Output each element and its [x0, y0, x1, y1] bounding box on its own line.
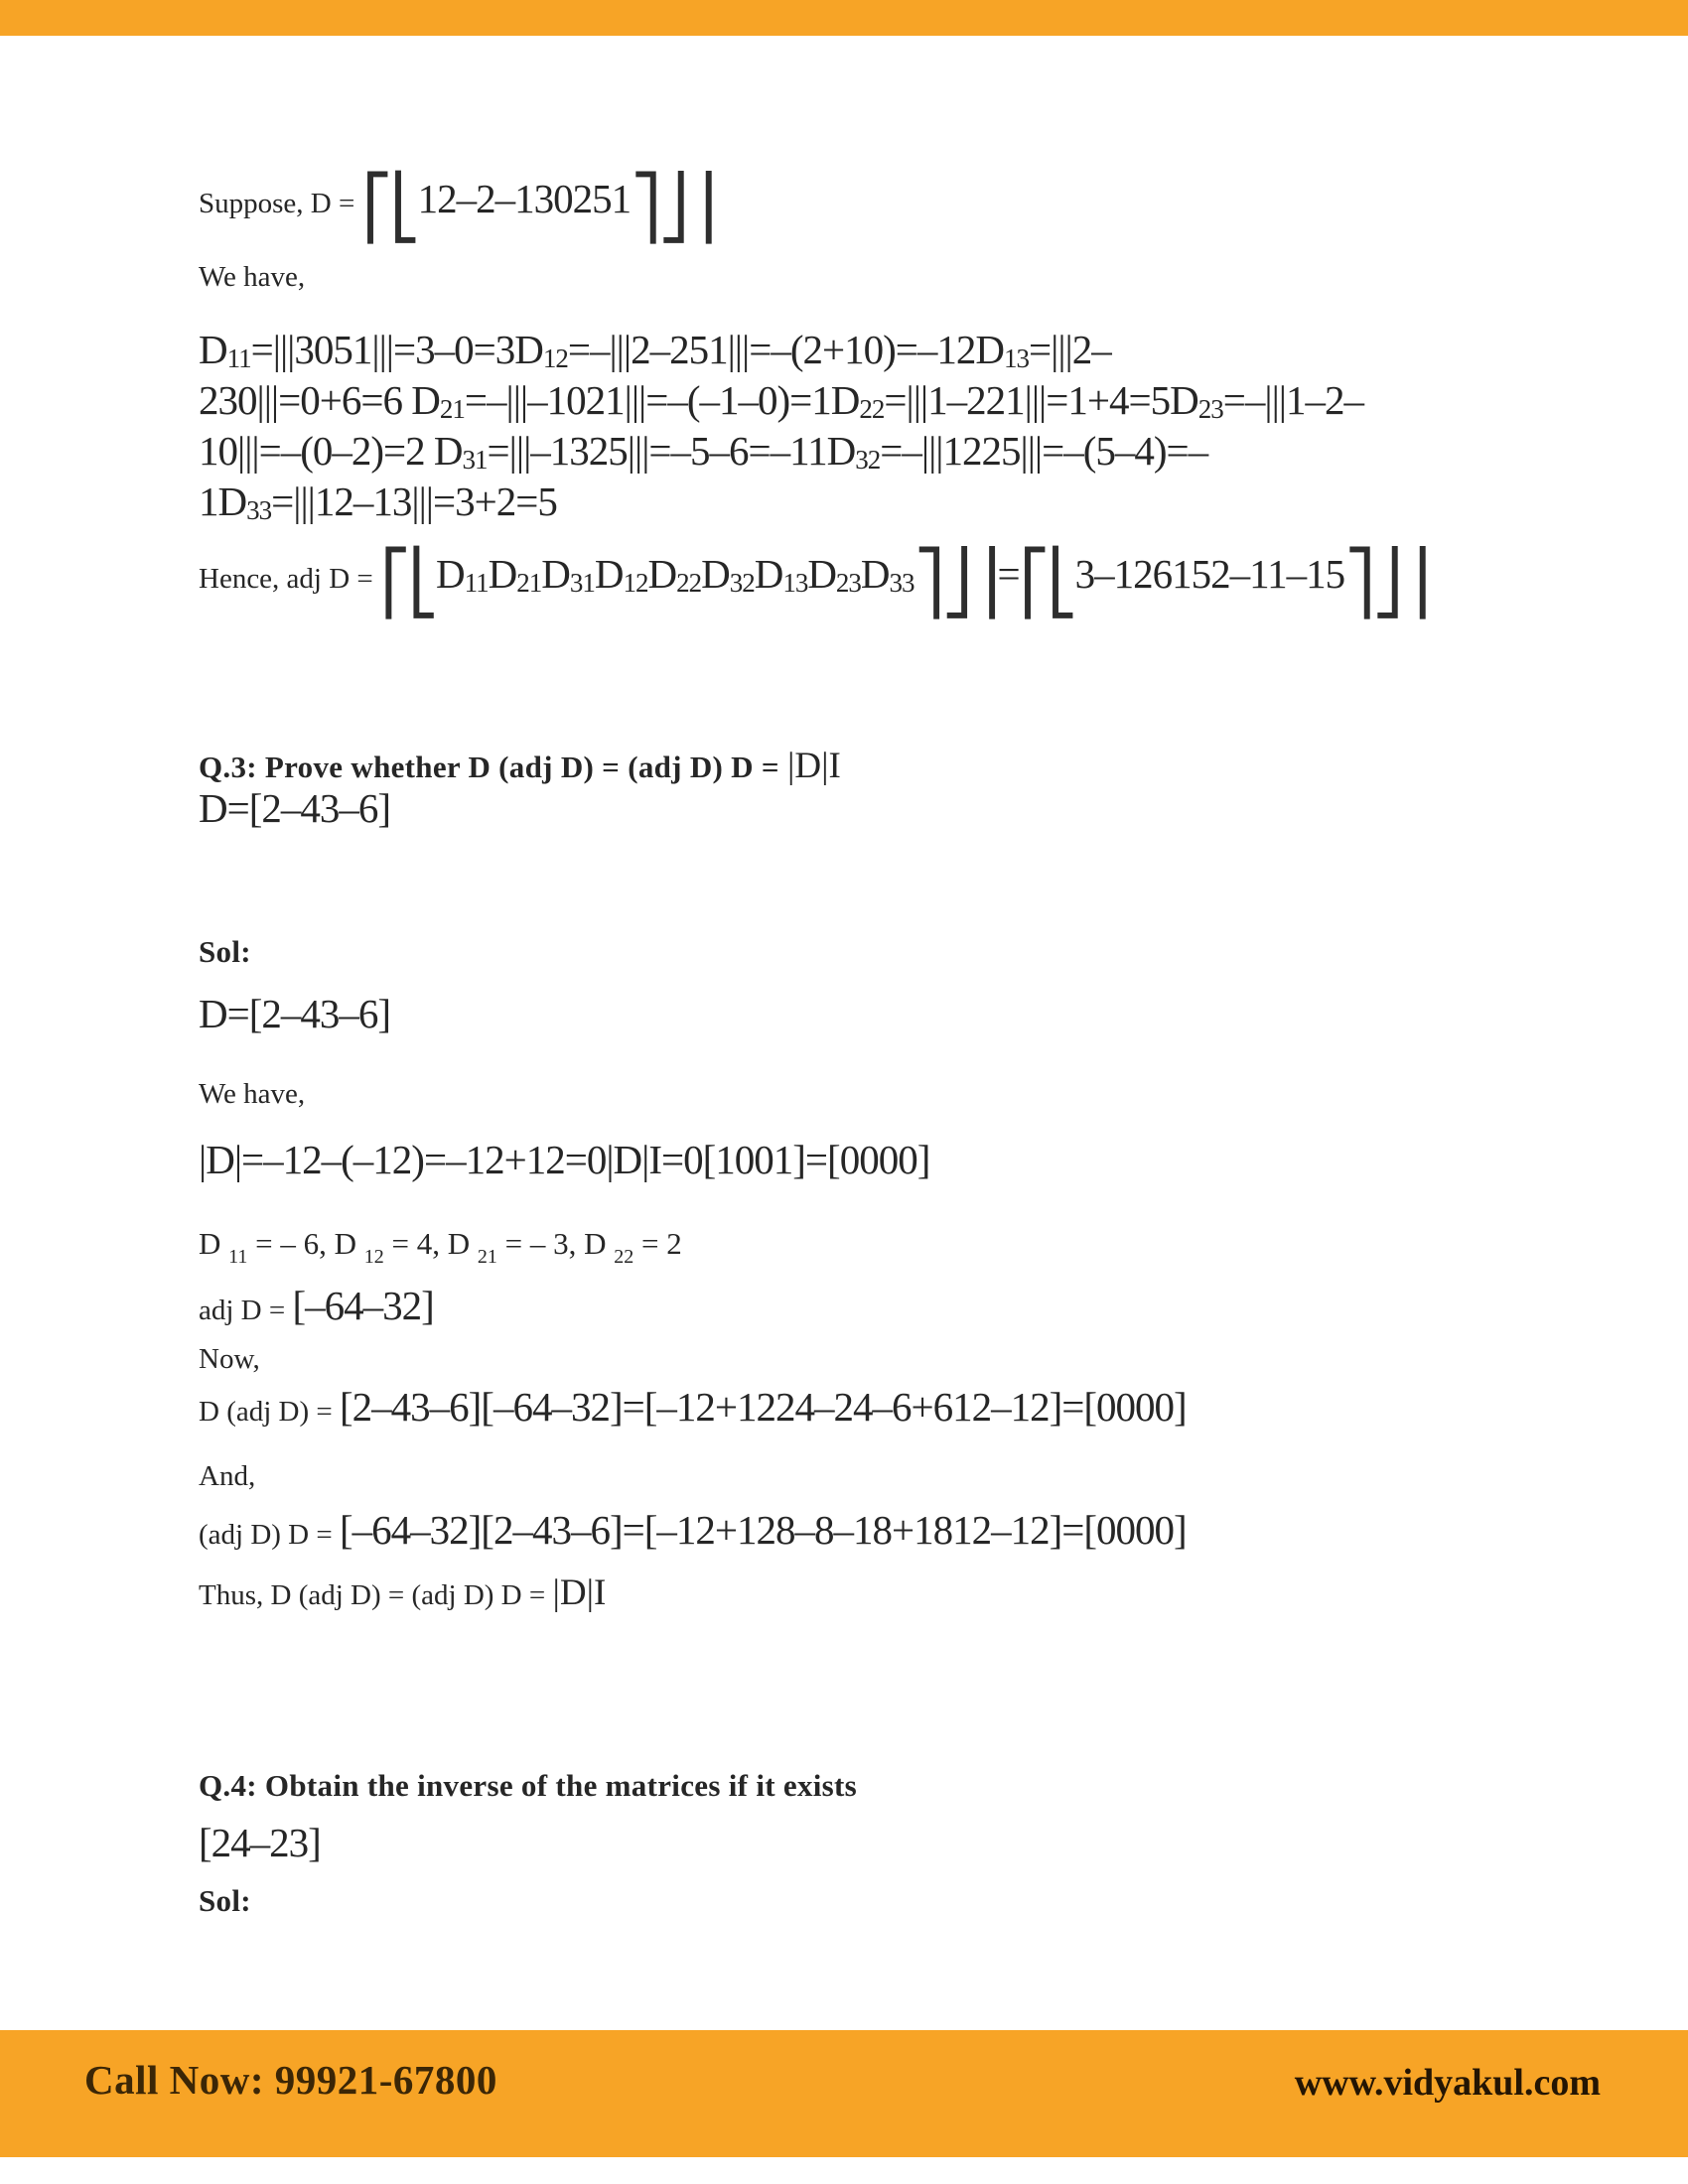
determinant-line: [199, 1138, 929, 1182]
text-segment: 22: [614, 1246, 634, 1268]
text-segment: 3–126152–11–15: [1074, 551, 1345, 597]
text-segment: 12: [623, 568, 648, 598]
text-segment: D (adj D) =: [199, 1396, 340, 1428]
text-segment: D: [754, 551, 783, 597]
text-segment: 11: [228, 1246, 248, 1268]
text-segment: = – 3, D: [496, 1226, 615, 1261]
text-segment: 22: [676, 568, 702, 598]
text-segment: =|||2–: [1029, 327, 1111, 372]
text-segment: Thus, D (adj D) = (adj D) D =: [199, 1579, 553, 1611]
text-segment: 23: [1197, 394, 1223, 424]
text-segment: |D|I: [786, 746, 841, 786]
text-segment: 13: [782, 568, 808, 598]
text-segment: Q.3: Prove whether D (adj D) = (adj D) D =: [199, 750, 787, 784]
text-segment: 12: [363, 1246, 384, 1268]
footer-website-label: www.vidyakul.com: [1294, 2062, 1601, 2104]
text-segment: [2–43–6][–64–32]=[–12+1224–24–6+612–12]=[0000]: [339, 1384, 1187, 1430]
text-segment: Now,: [199, 1343, 260, 1375]
text-segment: 12: [542, 343, 568, 373]
text-segment: 13: [1004, 343, 1029, 373]
text-segment: 21: [439, 394, 465, 424]
text-segment: 1D: [199, 478, 247, 524]
text-segment: adj D =: [199, 1295, 293, 1326]
text-segment: 230|||=0+6=6 D: [199, 377, 440, 423]
text-segment: D: [541, 551, 570, 597]
text-segment: D: [647, 551, 677, 597]
we-have-1: [199, 260, 305, 295]
text-segment: 22: [859, 394, 885, 424]
text-segment: Sol:: [199, 934, 251, 969]
q3-matrix: [199, 786, 390, 831]
hence-adj-line: [199, 546, 1429, 618]
text-segment: 33: [889, 568, 914, 598]
text-segment: = 2: [633, 1226, 682, 1261]
text-segment: Sol:: [199, 1883, 251, 1918]
text-segment: 23: [835, 568, 861, 598]
text-segment: D: [594, 551, 624, 597]
text-segment: =–|||–1021|||=–(–1–0)=1D: [464, 377, 860, 423]
adj-d-line: [199, 1284, 434, 1328]
text-segment: =: [997, 551, 1020, 597]
sol-matrix: [199, 992, 390, 1036]
sol-label-1: [199, 933, 251, 970]
text-segment: 33: [246, 495, 272, 525]
q3-heading: [199, 747, 841, 787]
text-segment: 11: [464, 568, 489, 598]
text-segment: =–|||1225|||=–(5–4)=–: [880, 428, 1208, 474]
text-segment: 12–2–130251: [417, 176, 632, 221]
matrix-bracket: ⎡⎣: [1019, 546, 1075, 618]
text-segment: 21: [477, 1246, 497, 1268]
cofactor-line-3: [199, 429, 1207, 476]
text-segment: Q.4: Obtain the inverse of the matrices if it exists: [199, 1768, 858, 1803]
d-adjd-line: [199, 1385, 1187, 1430]
text-segment: We have,: [199, 261, 306, 293]
text-segment: D: [199, 327, 227, 372]
footer-phone-label: Call Now: 99921-67800: [84, 2057, 497, 2103]
text-segment: 32: [855, 445, 881, 475]
cofactor-line-4: [199, 479, 557, 526]
text-segment: =|||3051|||=3–0=3D: [250, 327, 543, 372]
text-segment: = – 6, D: [247, 1226, 364, 1261]
text-segment: And,: [199, 1460, 256, 1492]
text-segment: 31: [462, 445, 488, 475]
text-segment: D: [199, 1226, 229, 1261]
text-segment: =|||1–221|||=1+4=5D: [884, 377, 1198, 423]
text-segment: We have,: [199, 1078, 306, 1110]
minors-line: [199, 1225, 682, 1269]
and-label: [199, 1459, 255, 1494]
cofactor-line-1: [199, 328, 1111, 374]
text-segment: = 4, D: [383, 1226, 478, 1261]
text-segment: =–|||2–251|||=–(2+10)=–12D: [567, 327, 1004, 372]
text-segment: [24–23]: [199, 1820, 321, 1865]
adjd-d-line: [199, 1508, 1187, 1553]
matrix-bracket: ⎤⎦⎥: [914, 546, 998, 618]
text-segment: D: [488, 551, 517, 597]
matrix-bracket: ⎡⎣: [361, 171, 418, 243]
text-segment: D: [807, 551, 836, 597]
sol-label-2: [199, 1882, 251, 1919]
we-have-2: [199, 1077, 305, 1112]
matrix-bracket: ⎤⎦⎥: [631, 171, 715, 243]
text-segment: D: [860, 551, 890, 597]
text-segment: D=[2–43–6]: [199, 991, 391, 1036]
text-segment: Hence, adj D =: [199, 563, 381, 595]
text-segment: (adj D) D =: [199, 1519, 340, 1551]
text-segment: =|||12–13|||=3+2=5: [271, 478, 557, 524]
text-segment: |D|I: [552, 1572, 607, 1613]
text-segment: [–64–32][2–43–6]=[–12+128–8–18+1812–12]=[0000]: [339, 1507, 1187, 1553]
text-segment: [–64–32]: [292, 1283, 434, 1328]
text-segment: D: [436, 551, 465, 597]
matrix-bracket: ⎤⎦⎥: [1344, 546, 1429, 618]
q4-heading: [199, 1767, 857, 1804]
now-label: [199, 1342, 260, 1377]
cofactor-line-2: [199, 378, 1363, 425]
text-segment: =|||–1325|||=–5–6=–11D: [487, 428, 856, 474]
q4-matrix: [199, 1821, 321, 1865]
text-segment: D: [701, 551, 730, 597]
text-segment: 31: [569, 568, 595, 598]
suppose-line: [199, 171, 715, 243]
text-segment: 21: [516, 568, 542, 598]
text-segment: D=[2–43–6]: [199, 785, 391, 831]
footer-bar: [0, 2030, 1688, 2157]
text-segment: 32: [729, 568, 755, 598]
matrix-bracket: ⎡⎣: [380, 546, 437, 618]
text-segment: =–|||1–2–: [1222, 377, 1363, 423]
text-segment: |D|=–12–(–12)=–12+12=0|D|I=0[1001]=[0000]: [199, 1137, 930, 1182]
text-segment: 10|||=–(0–2)=2 D: [199, 428, 463, 474]
text-segment: 11: [226, 343, 251, 373]
thus-line: [199, 1573, 606, 1614]
text-segment: Suppose, D =: [199, 188, 362, 219]
